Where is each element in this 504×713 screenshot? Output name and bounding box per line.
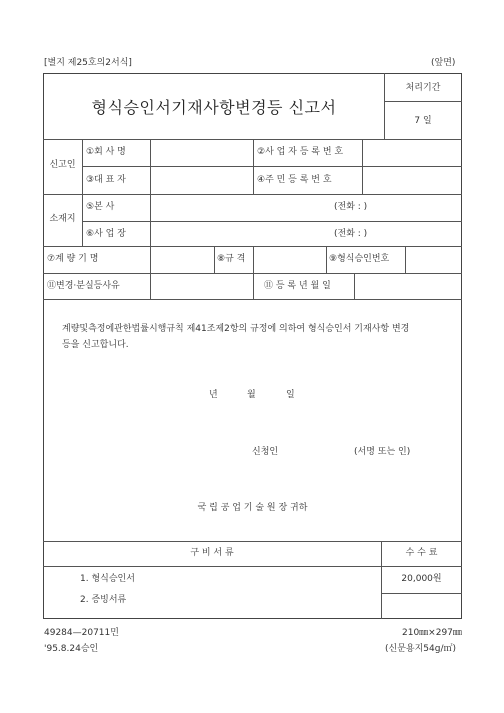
instrument-name-label: ⑦계 량 기 명 xyxy=(47,254,99,264)
row-line xyxy=(43,541,462,542)
col-line xyxy=(362,139,363,194)
page-side-label: (앞면) xyxy=(431,58,456,68)
location-label: 소재지 xyxy=(49,214,76,224)
processing-period-value: 7 일 xyxy=(414,116,432,126)
document-item: 2. 증빙서류 xyxy=(80,595,127,605)
statement-line-1: 계량및측정에관한법률시행규칙 제41조제2항의 규정에 의하여 형식승인서 기재사항 변경 xyxy=(62,324,410,334)
processing-divider xyxy=(384,101,462,102)
form-title: 형식승인서기재사항변경등 신고서 xyxy=(91,98,337,117)
applicant-label: 신고인 xyxy=(49,160,76,170)
col-line xyxy=(354,273,355,299)
head-office-label: ⑤본 사 xyxy=(86,202,115,212)
date-year-label: 년 xyxy=(209,390,218,400)
representative-label: ③대 표 자 xyxy=(86,175,126,185)
workplace-phone-label: (전화 : ) xyxy=(334,229,368,239)
form-number: [별지 제25호의2서식] xyxy=(44,58,132,68)
footer-paper-size: 210㎜×297㎜ xyxy=(402,628,462,638)
footer-approval: '95.8.24승인 xyxy=(44,644,99,654)
row-line xyxy=(381,593,462,594)
col-line xyxy=(82,139,83,246)
registration-date-label: ⑪ 등 록 년 월 일 xyxy=(264,281,331,291)
spec-label: ⑧규 격 xyxy=(217,254,246,264)
row-line xyxy=(43,299,462,300)
row-line xyxy=(43,194,462,195)
title-divider xyxy=(384,73,385,139)
col-line xyxy=(253,273,254,299)
col-line xyxy=(253,139,254,194)
business-reg-no-label: ②사 업 자 등 록 번 호 xyxy=(257,147,344,157)
col-line xyxy=(150,273,151,299)
fee-header: 수 수 료 xyxy=(405,548,438,558)
resident-reg-no-label: ④주 민 등 록 번 호 xyxy=(257,175,332,185)
head-office-phone-label: (전화 : ) xyxy=(334,202,368,212)
required-documents-header: 구 비 서 류 xyxy=(190,548,234,558)
applicant-sign-label: 신청인 xyxy=(252,447,279,457)
fee-value: 20,000원 xyxy=(401,574,442,584)
row-line xyxy=(43,566,462,567)
workplace-label: ⑥사 업 장 xyxy=(86,229,126,239)
date-month-label: 월 xyxy=(247,390,256,400)
row-line xyxy=(82,166,462,167)
footer-code: 49284—20711민 xyxy=(44,628,119,638)
col-line xyxy=(150,246,151,273)
col-line xyxy=(405,246,406,273)
statement-line-2: 등을 신고합니다. xyxy=(62,340,129,350)
date-day-label: 일 xyxy=(286,390,295,400)
col-line xyxy=(214,246,215,273)
document-item: 1. 형식승인서 xyxy=(80,574,135,584)
signature-or-seal-label: (서명 또는 인) xyxy=(354,447,411,457)
change-reason-label: ⑪변경·분실등사유 xyxy=(47,281,120,291)
footer-paper-type: (신문용지54g/㎡) xyxy=(385,644,456,654)
col-line xyxy=(150,139,151,246)
company-name-label: ①회 사 명 xyxy=(86,147,126,157)
col-line xyxy=(253,246,254,273)
addressee: 국 립 공 업 기 술 원 장 귀하 xyxy=(197,503,308,513)
approval-no-label: ⑨형식승인번호 xyxy=(329,254,390,264)
col-line xyxy=(326,246,327,273)
row-line xyxy=(82,221,462,222)
processing-period-label: 처리기간 xyxy=(405,83,441,93)
